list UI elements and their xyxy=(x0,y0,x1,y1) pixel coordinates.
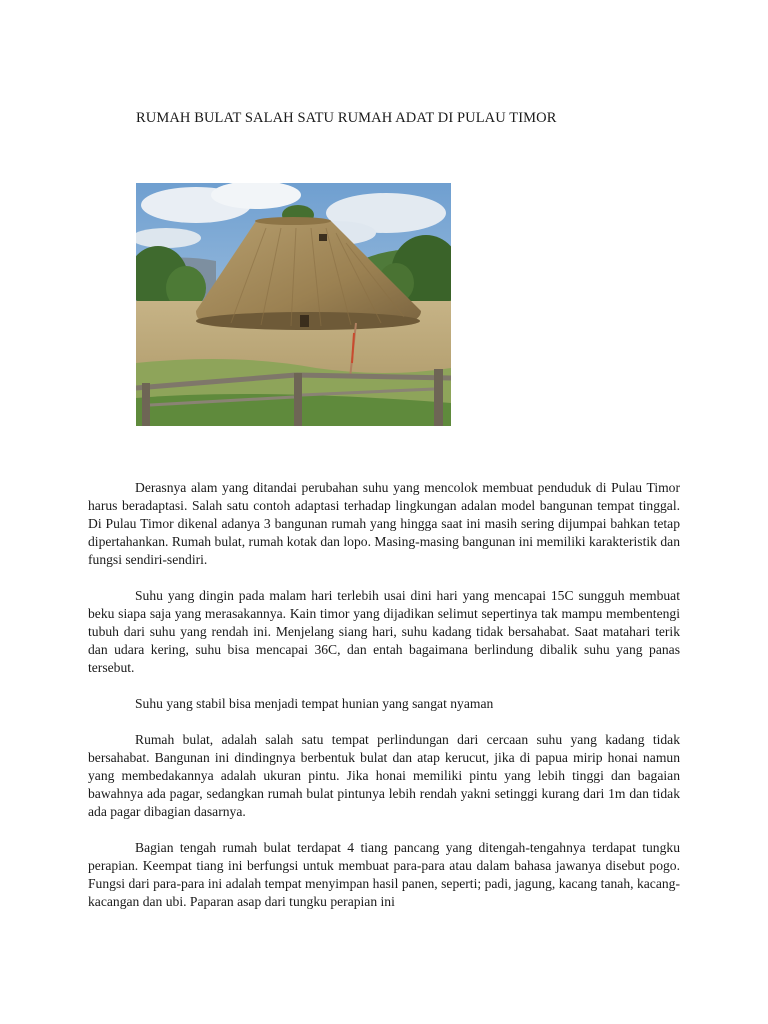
paragraph-3: Suhu yang stabil bisa menjadi tempat hunian yang sangat nyaman xyxy=(135,696,494,711)
round-house-photo xyxy=(136,183,451,426)
document-body xyxy=(88,479,680,929)
document-title: RUMAH BULAT SALAH SATU RUMAH ADAT DI PULAU TIMOR xyxy=(136,110,557,126)
paragraph-4: Rumah bulat, adalah salah satu tempat perlindungan dari cercaan suhu yang kadang tidak bersahabat. Bangunan ini dindingnya berbentuk bulat dan atap kerucut, jika di papua mirip honai namun yang membedakannya adalah ukuran pintu. Jika honai memiliki pintu yang lebih tinggi dan bagaian bawahnya ada pagar, sedangkan rumah bulat pintunya lebih rendah yakni setinggi kurang dari 1m dan tidak ada pagar dibagian dasarnya. xyxy=(88,732,680,819)
paragraph-1: Derasnya alam yang ditandai perubahan suhu yang mencolok membuat penduduk di Pulau Timor harus beradaptasi. Salah satu contoh adaptasi terhadap lingkungan adalan model bangunan tempat tinggal. Di Pulau Timor dikenal adanya 3 bangunan rumah yang hingga saat ini masih sering dijumpai bahkan tetap dipertahankan. Rumah bulat, rumah kotak dan lopo. Masing-masing bangunan ini memiliki karakteristik dan fungsi sendiri-sendiri. xyxy=(88,480,680,567)
paragraph-5: Bagian tengah rumah bulat terdapat 4 tiang pancang yang ditengah-tengahnya terdapat tungku perapian. Keempat tiang ini berfungsi untuk membuat para-para atau dalam bahasa jawanya disebut pogo. Fungsi dari para-para ini adalah tempat menyimpan hasil panen, seperti; padi, jagung, kacang tanah, kacang-kacangan dan ubi. Paparan asap dari tungku perapian ini xyxy=(88,840,680,909)
paragraph-2: Suhu yang dingin pada malam hari terlebih usai dini hari yang mencapai 15C sungguh membuat beku siapa saja yang merasakannya. Kain timor yang dijadikan selimut sepertinya tak mampu membentengi tubuh dari suhu yang rendah ini. Menjelang siang hari, suhu kadang tidak bersahabat. Saat matahari terik dan udara kering, suhu bisa mencapai 36C, dan entah bagaimana berlindung dibalik suhu yang panas tersebut. xyxy=(88,588,680,675)
